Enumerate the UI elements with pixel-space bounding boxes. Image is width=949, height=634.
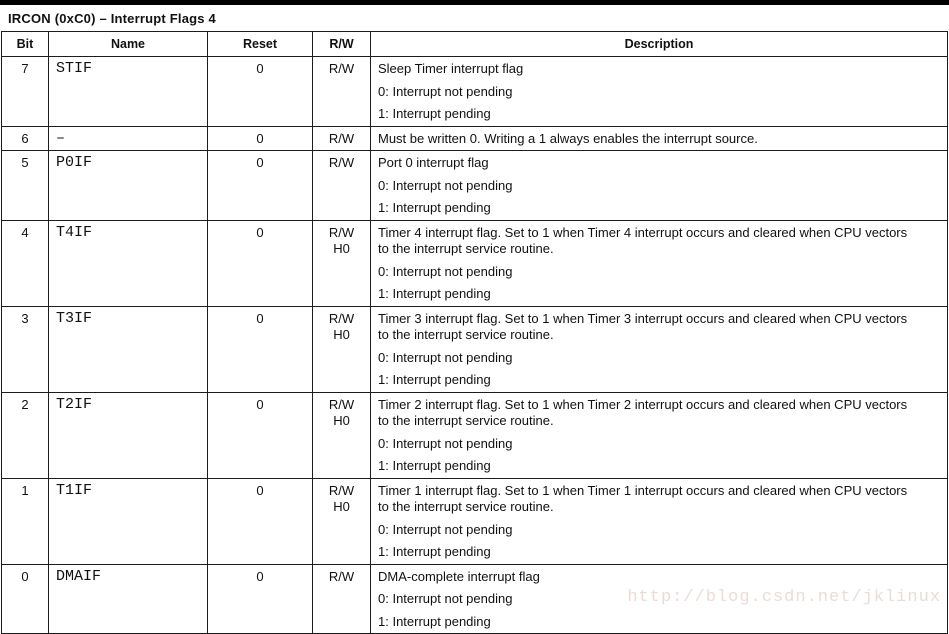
read-write-cell — [313, 151, 371, 221]
read-write-cell — [313, 478, 371, 564]
field-name-cell: – — [49, 126, 208, 151]
reset-value-cell: 0 — [208, 564, 313, 634]
bitfield-row-bit-6 — [2, 126, 948, 151]
register-bitfield-table — [1, 31, 948, 634]
rw-access-label: R/W — [328, 130, 355, 146]
description-paragraph: Timer 2 interrupt flag. Set to 1 when Timer 2 interrupt occurs and cleared when CPU vectors to the interrupt service routine. — [378, 396, 908, 428]
description-cell — [371, 126, 948, 151]
rw-access-label: R/W — [328, 61, 355, 76]
description-paragraph: Timer 1 interrupt flag. Set to 1 when Timer 1 interrupt occurs and cleared when CPU vectors to the interrupt service routine. — [378, 482, 908, 514]
column-header-name: Name — [49, 32, 208, 57]
bit-number-cell: 7 — [2, 57, 49, 127]
description-paragraph: Timer 3 interrupt flag. Set to 1 when Timer 3 interrupt occurs and cleared when CPU vectors to the interrupt service routine. — [378, 310, 908, 342]
column-header-reset: Reset — [208, 32, 313, 57]
read-write-cell — [313, 306, 371, 392]
read-write-cell — [313, 392, 371, 478]
column-header-bit: Bit — [2, 32, 49, 57]
column-header-description: Description — [371, 32, 948, 57]
read-write-cell — [313, 126, 371, 151]
description-cell — [371, 564, 948, 634]
description-cell — [371, 478, 948, 564]
description-paragraph: 1: Interrupt pending — [378, 544, 491, 559]
read-write-cell — [313, 57, 371, 127]
reset-value-cell: 0 — [208, 392, 313, 478]
reset-value-cell: 0 — [208, 306, 313, 392]
reset-value-cell: 0 — [208, 220, 313, 306]
reset-value-cell: 0 — [208, 151, 313, 221]
description-paragraph: 0: Interrupt not pending — [378, 177, 513, 193]
bit-number-cell: 1 — [2, 478, 49, 564]
field-name-cell: T4IF — [49, 220, 208, 306]
field-name-cell: P0IF — [49, 151, 208, 221]
rw-hold-label: H0 — [333, 413, 350, 428]
bit-number-cell: 4 — [2, 220, 49, 306]
field-name-cell: T1IF — [49, 478, 208, 564]
description-paragraph: DMA-complete interrupt flag — [378, 568, 540, 584]
read-write-cell — [313, 564, 371, 634]
description-paragraph: Must be written 0. Writing a 1 always enables the interrupt source. — [378, 130, 758, 146]
table-body — [2, 57, 948, 634]
field-name-cell: DMAIF — [49, 564, 208, 634]
rw-hold-label: H0 — [333, 499, 350, 514]
column-header-r-w: R/W — [313, 32, 371, 57]
rw-access-label: R/W — [328, 155, 355, 170]
read-write-cell — [313, 220, 371, 306]
field-name-cell: T3IF — [49, 306, 208, 392]
description-cell — [371, 392, 948, 478]
reset-value-cell: 0 — [208, 126, 313, 151]
bit-number-cell: 5 — [2, 151, 49, 221]
top-rule-bar — [0, 0, 949, 5]
reset-value-cell: 0 — [208, 57, 313, 127]
bitfield-row-bit-4 — [2, 220, 948, 306]
description-paragraph: 1: Interrupt pending — [378, 613, 491, 629]
description-paragraph: 0: Interrupt not pending — [378, 263, 513, 279]
rw-hold-label: H0 — [333, 327, 350, 342]
rw-access-label: R/W — [328, 224, 355, 240]
bitfield-row-bit-3 — [2, 306, 948, 392]
description-cell — [371, 57, 948, 127]
register-title: IRCON (0xC0) – Interrupt Flags 4 — [8, 11, 216, 26]
bit-number-cell: 6 — [2, 126, 49, 151]
description-paragraph: 0: Interrupt not pending — [378, 349, 513, 365]
rw-hold-label: H0 — [333, 241, 350, 256]
description-paragraph: Port 0 interrupt flag — [378, 155, 489, 170]
bit-number-cell: 0 — [2, 564, 49, 634]
table-header-row — [2, 32, 948, 57]
rw-access-label: R/W — [328, 310, 355, 326]
reset-value-cell: 0 — [208, 478, 313, 564]
bit-number-cell: 2 — [2, 392, 49, 478]
description-cell — [371, 220, 948, 306]
description-paragraph: 0: Interrupt not pending — [378, 591, 513, 606]
bitfield-row-bit-5 — [2, 151, 948, 221]
description-paragraph: 1: Interrupt pending — [378, 372, 491, 387]
rw-access-label: R/W — [328, 568, 355, 584]
description-paragraph: Sleep Timer interrupt flag — [378, 61, 524, 76]
field-name-cell: STIF — [49, 57, 208, 127]
description-cell — [371, 151, 948, 221]
description-paragraph: 1: Interrupt pending — [378, 458, 491, 473]
description-paragraph: Timer 4 interrupt flag. Set to 1 when Timer 4 interrupt occurs and cleared when CPU vectors to the interrupt service routine. — [378, 224, 908, 256]
description-paragraph: 1: Interrupt pending — [378, 286, 491, 301]
bitfield-row-bit-7 — [2, 57, 948, 127]
description-paragraph: 1: Interrupt pending — [378, 200, 491, 215]
field-name-cell: T2IF — [49, 392, 208, 478]
rw-access-label: R/W — [328, 482, 355, 498]
bitfield-row-bit-2 — [2, 392, 948, 478]
description-paragraph: 1: Interrupt pending — [378, 106, 491, 121]
description-paragraph: 0: Interrupt not pending — [378, 435, 513, 451]
watermark-url: http://blog.csdn.net/jklinux — [627, 588, 941, 607]
description-cell — [371, 306, 948, 392]
description-paragraph: 0: Interrupt not pending — [378, 83, 513, 99]
bit-number-cell: 3 — [2, 306, 49, 392]
rw-access-label: R/W — [328, 396, 355, 412]
bitfield-row-bit-0 — [2, 564, 948, 634]
description-paragraph: 0: Interrupt not pending — [378, 521, 513, 537]
bitfield-row-bit-1 — [2, 478, 948, 564]
